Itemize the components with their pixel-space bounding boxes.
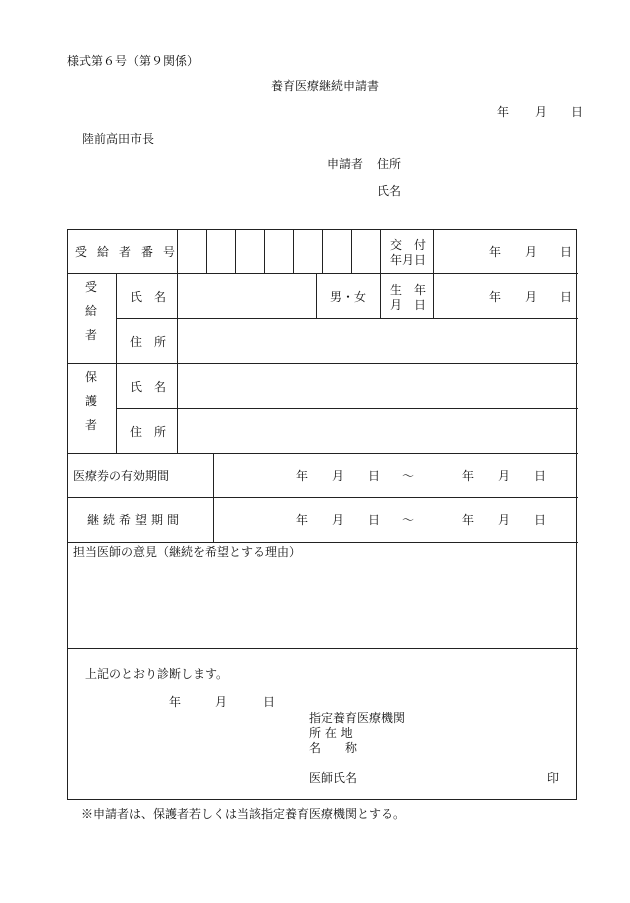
applicant-name-label: 氏名	[377, 184, 402, 198]
col-divider	[177, 273, 178, 453]
guardian-name-label: 氏 名	[130, 380, 167, 394]
designated-institution-label: 指定養育医療機関	[309, 711, 406, 725]
birth-label-line2: 月 日	[390, 298, 427, 312]
recipient-number-label: 受給者番号	[75, 245, 186, 259]
col-divider	[316, 273, 317, 318]
diagnosis-day: 日	[263, 695, 276, 709]
recipient-label-char: 受	[85, 280, 98, 294]
validity-to-year: 年	[462, 469, 475, 483]
recipient-label-char: 者	[85, 328, 98, 342]
recipient-name-label: 氏 名	[130, 290, 167, 304]
form-number: 様式第６号（第９関係）	[67, 54, 200, 68]
birth-day: 日	[560, 290, 573, 304]
guardian-address-label: 住 所	[130, 425, 167, 439]
continuation-from-month: 月	[332, 513, 345, 527]
digit-divider	[322, 230, 323, 273]
continuation-tilde: ～	[402, 513, 415, 527]
continuation-to-month: 月	[498, 513, 511, 527]
col-divider	[433, 230, 434, 318]
validity-tilde: ～	[402, 469, 415, 483]
col-divider	[116, 273, 117, 453]
row-divider	[68, 453, 578, 454]
row-divider	[116, 318, 578, 319]
diagnosis-statement: 上記のとおり診断します。	[85, 667, 229, 681]
birth-label-line1: 生 年	[390, 283, 427, 297]
date-month: 月	[535, 105, 548, 119]
row-divider	[116, 408, 578, 409]
application-form-table	[67, 229, 577, 800]
applicant-address-label: 住所	[377, 157, 402, 171]
issue-year: 年	[489, 245, 502, 259]
digit-divider	[235, 230, 236, 273]
row-divider	[68, 542, 578, 543]
recipient-address-label: 住 所	[130, 335, 167, 349]
row-divider	[68, 497, 578, 498]
row-divider	[68, 273, 578, 274]
footnote: ※申請者は、保護者若しくは当該指定養育医療機関とする。	[81, 807, 406, 821]
continuation-to-year: 年	[462, 513, 475, 527]
continuation-from-day: 日	[368, 513, 381, 527]
diagnosis-year: 年	[169, 695, 182, 709]
digit-divider	[293, 230, 294, 273]
validity-from-day: 日	[368, 469, 381, 483]
col-divider	[380, 230, 381, 318]
date-year: 年	[497, 105, 510, 119]
gender-label: 男・女	[330, 290, 367, 304]
digit-divider	[351, 230, 352, 273]
diagnosis-month: 月	[215, 695, 228, 709]
continuation-from-year: 年	[296, 513, 309, 527]
guardian-label-char: 護	[85, 394, 98, 408]
guardian-label-char: 保	[85, 370, 98, 384]
issue-day: 日	[560, 245, 573, 259]
validity-period-label: 医療券の有効期間	[73, 469, 170, 483]
doctor-opinion-label: 担当医師の意見（継続を希望とする理由）	[73, 545, 302, 559]
continuation-period-label: 継続希望期間	[87, 513, 184, 527]
col-divider	[213, 453, 214, 542]
digit-divider	[264, 230, 265, 273]
validity-to-day: 日	[534, 469, 547, 483]
validity-from-month: 月	[332, 469, 345, 483]
issue-label-line2: 年月日	[390, 253, 427, 267]
guardian-label-char: 者	[85, 418, 98, 432]
row-divider	[68, 363, 578, 364]
birth-year: 年	[489, 290, 502, 304]
doctor-name-label: 医師氏名	[309, 771, 358, 785]
applicant-label: 申請者	[327, 157, 364, 171]
digit-divider	[206, 230, 207, 273]
recipient-label-char: 給	[85, 304, 98, 318]
issue-month: 月	[525, 245, 538, 259]
institution-name-label: 名 称	[309, 741, 358, 755]
continuation-to-day: 日	[534, 513, 547, 527]
addressee: 陸前高田市長	[82, 132, 155, 146]
validity-to-month: 月	[498, 469, 511, 483]
seal-mark: 印	[547, 771, 560, 785]
date-day: 日	[571, 105, 584, 119]
birth-month: 月	[525, 290, 538, 304]
issue-label-line1: 交 付	[390, 238, 427, 252]
row-divider	[68, 648, 578, 649]
document-title: 養育医療継続申請書	[271, 79, 380, 93]
validity-from-year: 年	[296, 469, 309, 483]
institution-location-label: 所 在 地	[309, 726, 353, 740]
